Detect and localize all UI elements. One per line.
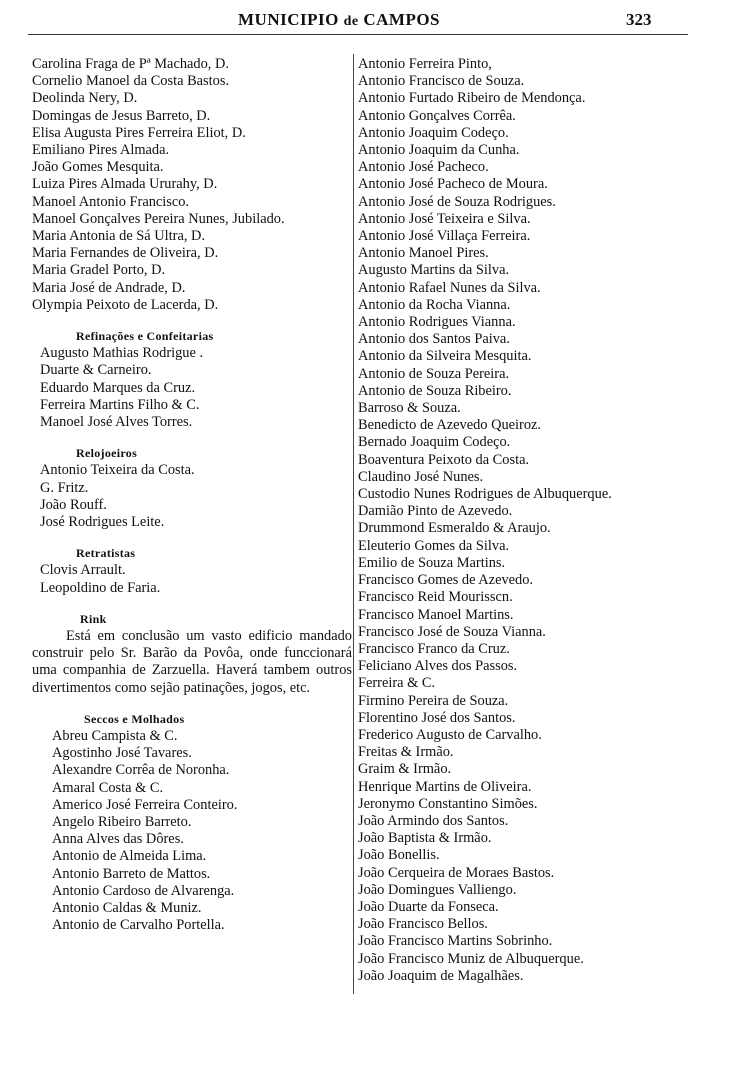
list-item: Domingas de Jesus Barreto, D. — [32, 107, 211, 124]
list-item: João Armindo dos Santos. — [358, 812, 509, 829]
list-item: Antonio José Teixeira e Silva. — [358, 210, 531, 227]
list-item: João Gomes Mesquita. — [32, 159, 164, 176]
running-title — [238, 10, 440, 30]
list-item: Antonio José de Souza Rodrigues. — [358, 193, 556, 210]
list-item: João Domingues Valliengo. — [358, 881, 517, 898]
list-item: Custodio Nunes Rodrigues de Albuquerque. — [358, 486, 612, 503]
list-item: Ferreira & C. — [358, 675, 436, 692]
page-header — [0, 8, 747, 32]
list-item: Graim & Irmão. — [358, 761, 452, 778]
rink-text: Está em conclusão um vasto edificio mandado construir pelo Sr. Barão da Povôa, onde funccionará uma companhia de Zarzuella. Haverá tambem outros divertimentos como sejão patinações, jogos, etc. — [32, 628, 352, 696]
section-heading-relojoeiros: Relojoeiros — [76, 446, 138, 461]
list-item: Antonio José Pacheco. — [358, 159, 489, 176]
rink-paragraph — [32, 628, 352, 697]
list-item: João Francisco Muniz de Albuquerque. — [358, 950, 584, 967]
list-item: Florentino José dos Santos. — [358, 709, 516, 726]
list-item: Emilio de Souza Martins. — [358, 554, 506, 571]
list-item: Alexandre Corrêa de Noronha. — [52, 762, 230, 779]
list-item: Cornelio Manoel da Costa Bastos. — [32, 73, 230, 90]
left-column — [32, 56, 352, 934]
list-item: Antonio da Silveira Mesquita. — [358, 348, 532, 365]
list-item: Francisco Manoel Martins. — [358, 606, 514, 623]
list-item: Antonio Joaquim da Cunha. — [358, 142, 520, 159]
list-item: Antonio Barreto de Mattos. — [52, 865, 211, 882]
list-item: Manoel José Alves Torres. — [40, 414, 193, 431]
list-item: Ferreira Martins Filho & C. — [40, 396, 200, 413]
list-item: João Joaquim de Magalhães. — [358, 967, 524, 984]
list-item: Freitas & Irmão. — [358, 744, 454, 761]
list-item: Antonio de Carvalho Portella. — [52, 917, 225, 934]
list-item: Angelo Ribeiro Barreto. — [52, 814, 192, 831]
name-list-relojoeiros — [32, 462, 352, 531]
list-item: Antonio Teixeira da Costa. — [40, 462, 195, 479]
list-item: João Francisco Martins Sobrinho. — [358, 933, 553, 950]
list-item: Antonio Furtado Ribeiro de Mendonça. — [358, 90, 586, 107]
page-number: 323 — [626, 10, 652, 29]
list-item: João Cerqueira de Moraes Bastos. — [358, 864, 555, 881]
list-item: Augusto Mathias Rodrigue . — [40, 345, 204, 362]
name-list-top — [32, 56, 352, 314]
section-heading-seccos: Seccos e Molhados — [84, 711, 185, 726]
list-item: Leopoldino de Faria. — [40, 579, 161, 596]
list-item: Bernado Joaquim Codeço. — [358, 434, 511, 451]
list-item: Jeronymo Constantino Simões. — [358, 795, 538, 812]
list-item: Antonio Gonçalves Corrêa. — [358, 107, 516, 124]
title-end: CAMPOS — [363, 10, 441, 29]
title-de: de — [343, 14, 359, 29]
list-item: João Rouff. — [40, 496, 107, 513]
list-item: Antonio Caldas & Muniz. — [52, 900, 202, 917]
section-heading-refinacoes: Refinações e Confeitarias — [76, 329, 214, 344]
list-item: Abreu Campista & C. — [52, 728, 178, 745]
list-item: Frederico Augusto de Carvalho. — [358, 726, 542, 743]
list-item: João Francisco Bellos. — [358, 916, 488, 933]
list-item: João Duarte da Fonseca. — [358, 898, 499, 915]
list-item: João Bonellis. — [358, 847, 440, 864]
list-item: Elisa Augusta Pires Ferreira Eliot, D. — [32, 124, 246, 141]
list-item: Americo José Ferreira Conteiro. — [52, 796, 238, 813]
list-item: Antonio José Villaça Ferreira. — [358, 228, 531, 245]
list-item: José Rodrigues Leite. — [40, 514, 165, 531]
list-item: Clovis Arrault. — [40, 562, 126, 579]
list-item: Manoel Gonçalves Pereira Nunes, Jubilado. — [32, 210, 285, 227]
list-item: Francisco Reid Mourisscn. — [358, 589, 513, 606]
list-item: Antonio da Rocha Vianna. — [358, 296, 511, 313]
list-item: Drummond Esmeraldo & Araujo. — [358, 520, 551, 537]
list-item: Francisco Franco da Cruz. — [358, 640, 510, 657]
section-heading-retratistas: Retratistas — [76, 546, 136, 561]
list-item: Antonio Rodrigues Vianna. — [358, 314, 516, 331]
list-item: Damião Pinto de Azevedo. — [358, 503, 513, 520]
name-list-seccos — [32, 728, 352, 934]
list-item: Francisco Gomes de Azevedo. — [358, 572, 534, 589]
list-item: Antonio Cardoso de Alvarenga. — [52, 882, 235, 899]
list-item: Amaral Costa & C. — [52, 779, 164, 796]
list-item: Carolina Fraga de Pª Machado, D. — [32, 56, 229, 72]
list-item: Emiliano Pires Almada. — [32, 142, 170, 159]
list-item: Barroso & Souza. — [358, 400, 461, 417]
list-item: Augusto Martins da Silva. — [358, 262, 510, 279]
name-list-refinacoes — [32, 345, 352, 431]
list-item: Luiza Pires Almada Ururahy, D. — [32, 176, 218, 193]
list-item: Antonio Francisco de Souza. — [358, 73, 525, 90]
list-item: Antonio José Pacheco de Moura. — [358, 176, 548, 193]
header-rule — [28, 34, 688, 35]
list-item: Eduardo Marques da Cruz. — [40, 379, 196, 396]
list-item: Duarte & Carneiro. — [40, 362, 152, 379]
list-item: Antonio Manoel Pires. — [358, 245, 489, 262]
list-item: Antonio Ferreira Pinto, — [358, 56, 492, 72]
list-item: Feliciano Alves dos Passos. — [358, 658, 518, 675]
list-item: Antonio de Souza Pereira. — [358, 365, 510, 382]
list-item: Francisco José de Souza Vianna. — [358, 623, 546, 640]
list-item: Firmino Pereira de Souza. — [358, 692, 509, 709]
list-item: Benedicto de Azevedo Queiroz. — [358, 417, 542, 434]
right-column — [358, 56, 688, 985]
list-item: João Baptista & Irmão. — [358, 830, 492, 847]
list-item: G. Fritz. — [40, 479, 89, 496]
name-list-right — [358, 56, 688, 985]
title-main: MUNICIPIO — [238, 10, 339, 29]
name-list-retratistas — [32, 562, 352, 596]
column-divider — [353, 54, 354, 994]
list-item: Antonio Rafael Nunes da Silva. — [358, 279, 541, 296]
list-item: Olympia Peixoto de Lacerda, D. — [32, 296, 219, 313]
list-item: Boaventura Peixoto da Costa. — [358, 451, 530, 468]
list-item: Antonio de Almeida Lima. — [52, 848, 207, 865]
list-item: Maria Gradel Porto, D. — [32, 262, 166, 279]
list-item: Henrique Martins de Oliveira. — [358, 778, 532, 795]
list-item: Antonio Joaquim Codeço. — [358, 124, 509, 141]
list-item: Anna Alves das Dôres. — [52, 831, 184, 848]
list-item: Claudino José Nunes. — [358, 468, 484, 485]
list-item: Agostinho José Tavares. — [52, 745, 192, 762]
list-item: Deolinda Nery, D. — [32, 90, 138, 107]
list-item: Maria Antonia de Sá Ultra, D. — [32, 228, 206, 245]
list-item: Antonio de Souza Ribeiro. — [358, 382, 512, 399]
list-item: Eleuterio Gomes da Silva. — [358, 537, 510, 554]
list-item: Maria Fernandes de Oliveira, D. — [32, 245, 219, 262]
list-item: Manoel Antonio Francisco. — [32, 193, 190, 210]
list-item: Maria José de Andrade, D. — [32, 279, 186, 296]
section-heading-rink: Rink — [80, 611, 107, 626]
list-item: Antonio dos Santos Paiva. — [358, 331, 510, 348]
